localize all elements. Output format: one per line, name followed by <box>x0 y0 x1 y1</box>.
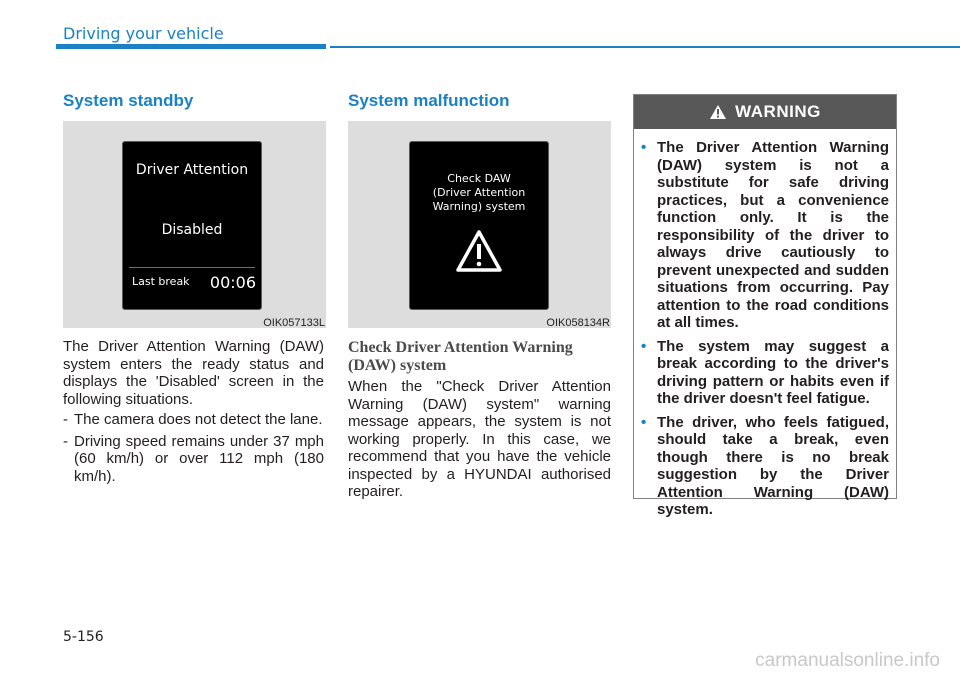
section-title: Driving your vehicle <box>63 24 224 43</box>
list-item: • The Driver Attention Warning (DAW) system is not a substitute for safe driving practices, but a convenience function only. It is the responsibility of the driver to always drive cautiously to prevent unexpected and sudden situations from occurring. Pay attention to the road conditions at all times. <box>641 139 889 331</box>
standby-figure <box>63 121 326 328</box>
header-rule-thin <box>330 46 960 48</box>
system-standby-heading: System standby <box>63 91 194 110</box>
list-item: • The system may suggest a break according to the driver's driving pattern or habits even if the driver doesn't feel fatigue. <box>641 337 889 407</box>
list-item: • The driver, who feels fatigued, should take a break, even though there is no break suggestion by the Driver Attention Warning (DAW) system. <box>641 413 889 518</box>
list-item: - The camera does not detect the lane. <box>63 411 323 428</box>
display-break-time: 00:06 <box>209 273 256 292</box>
standby-intro: The Driver Attention Warning (DAW) system enters the ready status and displays the 'Disabled' screen in the following situations. <box>63 338 324 408</box>
cluster-display-disabled <box>122 141 262 310</box>
header-rule-thick <box>56 44 326 49</box>
list-item: - Driving speed remains under 37 mph (60 km/h) or over 112 mph (180 km/h). <box>63 432 324 485</box>
cluster-display-check <box>409 141 549 310</box>
display-title: Driver Attention <box>135 162 249 178</box>
figure-code: OIK057133L <box>263 317 325 329</box>
display-break-label: Last break <box>132 275 190 288</box>
warning-header <box>634 95 896 129</box>
display-message: Check DAW (Driver Attention Warning) system <box>432 172 526 213</box>
system-malfunction-heading: System malfunction <box>348 91 510 110</box>
display-divider <box>129 267 255 268</box>
page-number: 5-156 <box>63 629 104 645</box>
warning-box <box>633 94 897 518</box>
warning-title: WARNING <box>735 102 821 121</box>
watermark: carmanualsonline.info <box>755 650 940 671</box>
warning-triangle-icon <box>455 228 503 274</box>
warning-list <box>641 139 889 525</box>
standby-conditions <box>63 411 324 489</box>
warning-icon <box>709 104 727 120</box>
malfunction-figure <box>348 121 611 328</box>
check-daw-body: When the "Check Driver Attention Warning (DAW) system" warning message appears, the system is not working properly. In this case, we recommend that you have the vehicle inspected by a HYUNDAI authorised repairer. <box>348 378 611 500</box>
figure-code: OIK058134R <box>546 317 610 329</box>
display-status: Disabled <box>161 222 223 238</box>
check-daw-subheading: Check Driver Attention Warning (DAW) system <box>348 339 573 374</box>
